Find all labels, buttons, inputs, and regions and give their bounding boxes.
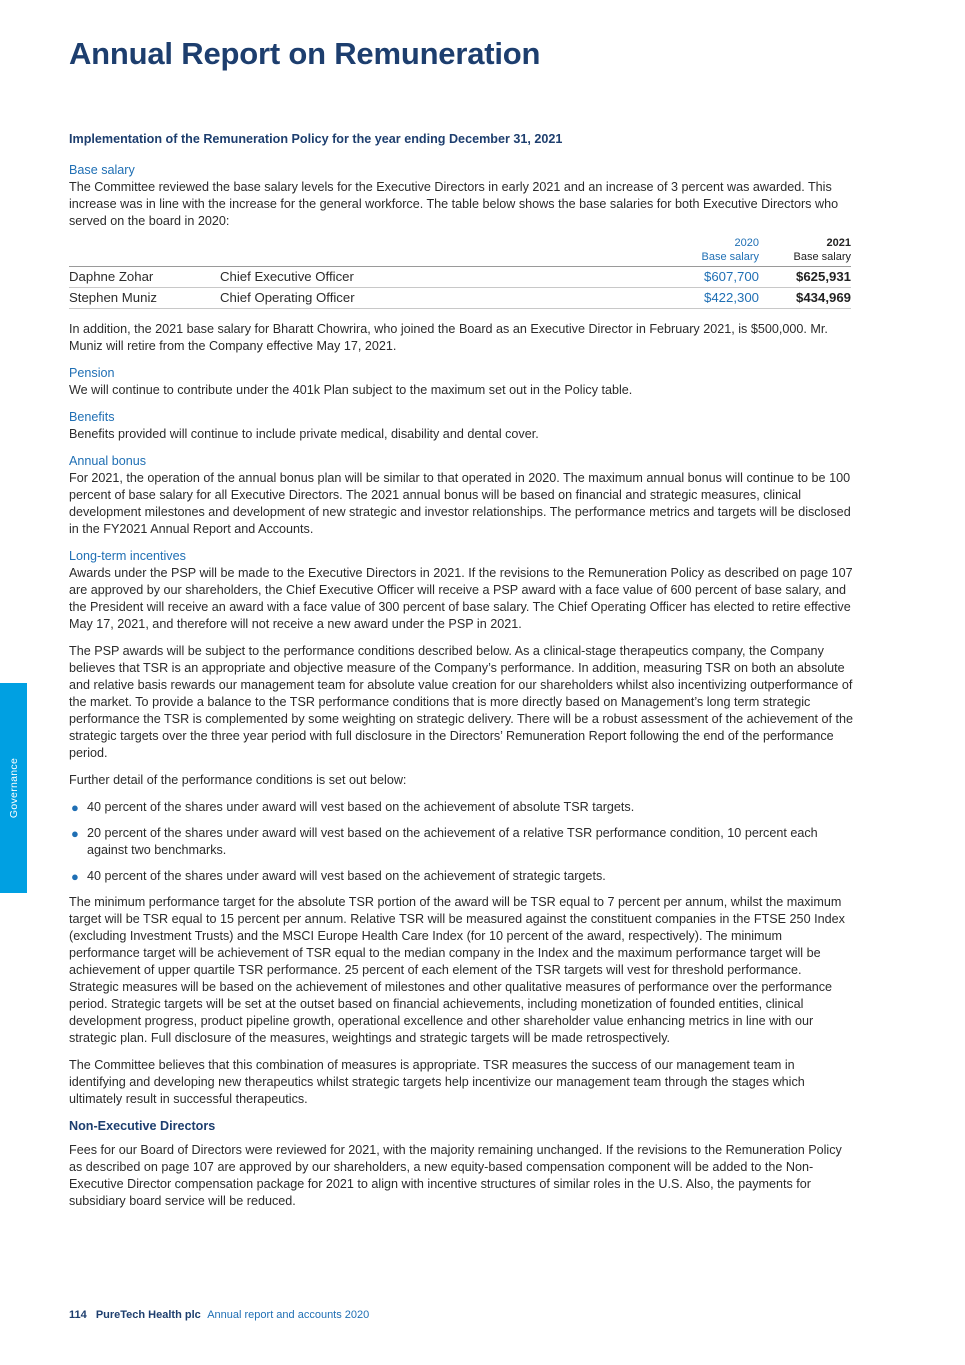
director-role: Chief Executive Officer bbox=[220, 267, 684, 288]
table-row bbox=[69, 267, 851, 288]
director-name: Stephen Muniz bbox=[69, 288, 220, 309]
table-row bbox=[69, 288, 851, 309]
lti-heading: Long-term incentives bbox=[69, 549, 186, 563]
col-2021-label: Base salary bbox=[793, 251, 851, 263]
document-name: Annual report and accounts 2020 bbox=[207, 1309, 370, 1321]
salary-2020: $607,700 bbox=[684, 267, 759, 288]
annual-bonus-heading: Annual bonus bbox=[69, 454, 147, 468]
base-salary-section bbox=[69, 162, 854, 355]
company-name: PureTech Health plc bbox=[95, 1309, 201, 1321]
base-salary-after-text: In addition, the 2021 base salary for Bharatt Chowrira, who joined the Board as an Executive Director in February 2021, is $500,000. Mr. Muniz will retire from the Company effective May 17, 2021. bbox=[69, 322, 828, 353]
side-tab-label: Governance bbox=[7, 757, 20, 819]
salary-2021: $625,931 bbox=[759, 267, 851, 288]
annual-bonus-section bbox=[69, 453, 854, 538]
lti-paragraph-1: Awards under the PSP will be made to the Executive Directors in 2021. If the revisions to the Remuneration Policy as described on page 107 are approved by our shareholders, the Chief Executive Officer will receive a PSP award with a face value of 600 percent of base salary, and the President will receive an award with a face value of 300 percent of base salary. The Chief Operating Officer has elected to retire effective May 17, 2021, and therefore will not receive a new award under the PSP in 2021. bbox=[69, 566, 853, 631]
base-salary-heading: Base salary bbox=[69, 163, 135, 177]
ned-section bbox=[69, 1118, 854, 1210]
lti-section bbox=[69, 548, 854, 1108]
ned-text: Fees for our Board of Directors were reviewed for 2021, with the majority remaining unchanged. If the revisions to the Remuneration Policy as described on page 107 are approved by our shareholders, a new equity-based compensation component will be added to the Non-Executive Director compensation package for 2021 to align with incentive structures of similar roles in the U.S. Also, the payments for subsidiary board service will be reduced. bbox=[69, 1143, 842, 1208]
director-role: Chief Operating Officer bbox=[220, 288, 684, 309]
implementation-heading: Implementation of the Remuneration Policy for the year ending December 31, 2021 bbox=[69, 132, 563, 146]
col-2021-header bbox=[759, 236, 851, 267]
performance-conditions-list bbox=[69, 799, 854, 885]
salary-2021: $434,969 bbox=[759, 288, 851, 309]
ned-heading: Non-Executive Directors bbox=[69, 1119, 216, 1133]
pension-section bbox=[69, 365, 854, 399]
lti-paragraph-4: The minimum performance target for the absolute TSR portion of the award will be TSR equal to 7 percent per annum, whilst the maximum target will be TSR equal to 15 percent per annum. Relative TSR will be measured against the constituent companies in the FTSE 250 Index (excluding Investment Trusts) and the MSCI Europe Health Care Index (for 10 percent of the award, respectively). The minimum performance target will be achievement of TSR equal to the median company in the Index and the maximum performance target will be achievement of upper quartile TSR performance. 25 percent of each element of the TSR targets will vest for threshold performance. Strategic measures will be based on the achievement of milestones and other qualitative measures of performance over the performance period. Strategic targets will be set at the outset based on financial achievements, including monetization of founded entities, clinical development progress, product pipeline growth, operational excellence and other shareholder value enhancing metrics in line with our strategic plan. Full disclosure of the measures, weightings and strategic targets will be made retrospectively. bbox=[69, 895, 845, 1045]
salary-table bbox=[69, 236, 851, 309]
benefits-section bbox=[69, 409, 854, 443]
pension-heading: Pension bbox=[69, 366, 115, 380]
col-2021-year: 2021 bbox=[826, 237, 851, 249]
col-2020-header bbox=[684, 236, 759, 267]
governance-side-tab[interactable] bbox=[0, 683, 27, 893]
list-item: ● 20 percent of the shares under award will vest based on the achievement of a relative TSR performance condition, 10 percent each against two benchmarks. bbox=[71, 826, 818, 857]
benefits-text: Benefits provided will continue to include private medical, disability and dental cover. bbox=[69, 427, 539, 441]
col-2020-year: 2020 bbox=[734, 237, 759, 249]
list-item: ● 40 percent of the shares under award will vest based on the achievement of absolute TSR targets. bbox=[71, 800, 635, 815]
page-footer bbox=[69, 1309, 369, 1321]
annual-bonus-text: For 2021, the operation of the annual bonus plan will be similar to that operated in 2020. The maximum annual bonus will continue to be 100 percent of base salary for all Executive Directors. The 2021 annual bonus will be based on financial and strategic measures, clinical development milestones and development of new strategic and investor relationships. The performance metrics and targets will be disclosed in the FY2021 Annual Report and Accounts. bbox=[69, 471, 851, 536]
director-name: Daphne Zohar bbox=[69, 267, 220, 288]
list-item: ● 40 percent of the shares under award will vest based on the achievement of strategic targets. bbox=[71, 869, 606, 884]
lti-paragraph-2: The PSP awards will be subject to the performance conditions described below. As a clinical-stage therapeutics company, the Company believes that TSR is an appropriate and objective measure of the Company’s performance. In addition, measuring TSR on both an absolute and relative basis rewards our management team for absolute value creation for our shareholders whilst also incentivizing outperformance of the market. To provide a balance to the TSR performance conditions that is more directly based on Management’s long term strategic performance the TSR is complemented by some weighting on strategic delivery. There will be a robust assessment of the achievement of the strategic targets over the three year period with full disclosure in the Directors’ Remuneration Report following the end of the performance period. bbox=[69, 644, 854, 760]
pension-text: We will continue to contribute under the 401k Plan subject to the maximum set out in the Policy table. bbox=[69, 383, 633, 397]
page-number: 114 bbox=[69, 1309, 87, 1321]
bullet-icon: ● bbox=[71, 869, 79, 884]
lti-paragraph-3: Further detail of the performance conditions is set out below: bbox=[69, 773, 407, 787]
benefits-heading: Benefits bbox=[69, 410, 115, 424]
base-salary-text: The Committee reviewed the base salary levels for the Executive Directors in early 2021 and an increase of 3 percent was awarded. This increase was in line with the increase for the general workforce. The table below shows the base salaries for both Executive Directors who served on the board in 2020: bbox=[69, 180, 839, 228]
salary-2020: $422,300 bbox=[684, 288, 759, 309]
main-content bbox=[69, 131, 854, 1220]
bullet-icon: ● bbox=[71, 800, 79, 815]
page-title: Annual Report on Remuneration bbox=[69, 36, 541, 71]
bullet-icon: ● bbox=[71, 826, 79, 841]
col-2020-label: Base salary bbox=[701, 251, 759, 263]
lti-paragraph-5: The Committee believes that this combination of measures is appropriate. TSR measures the success of our management team in identifying and developing new therapeutics whilst strategic targets help incentivize our management team through the stages which ultimately result in successful therapeutics. bbox=[69, 1058, 805, 1106]
